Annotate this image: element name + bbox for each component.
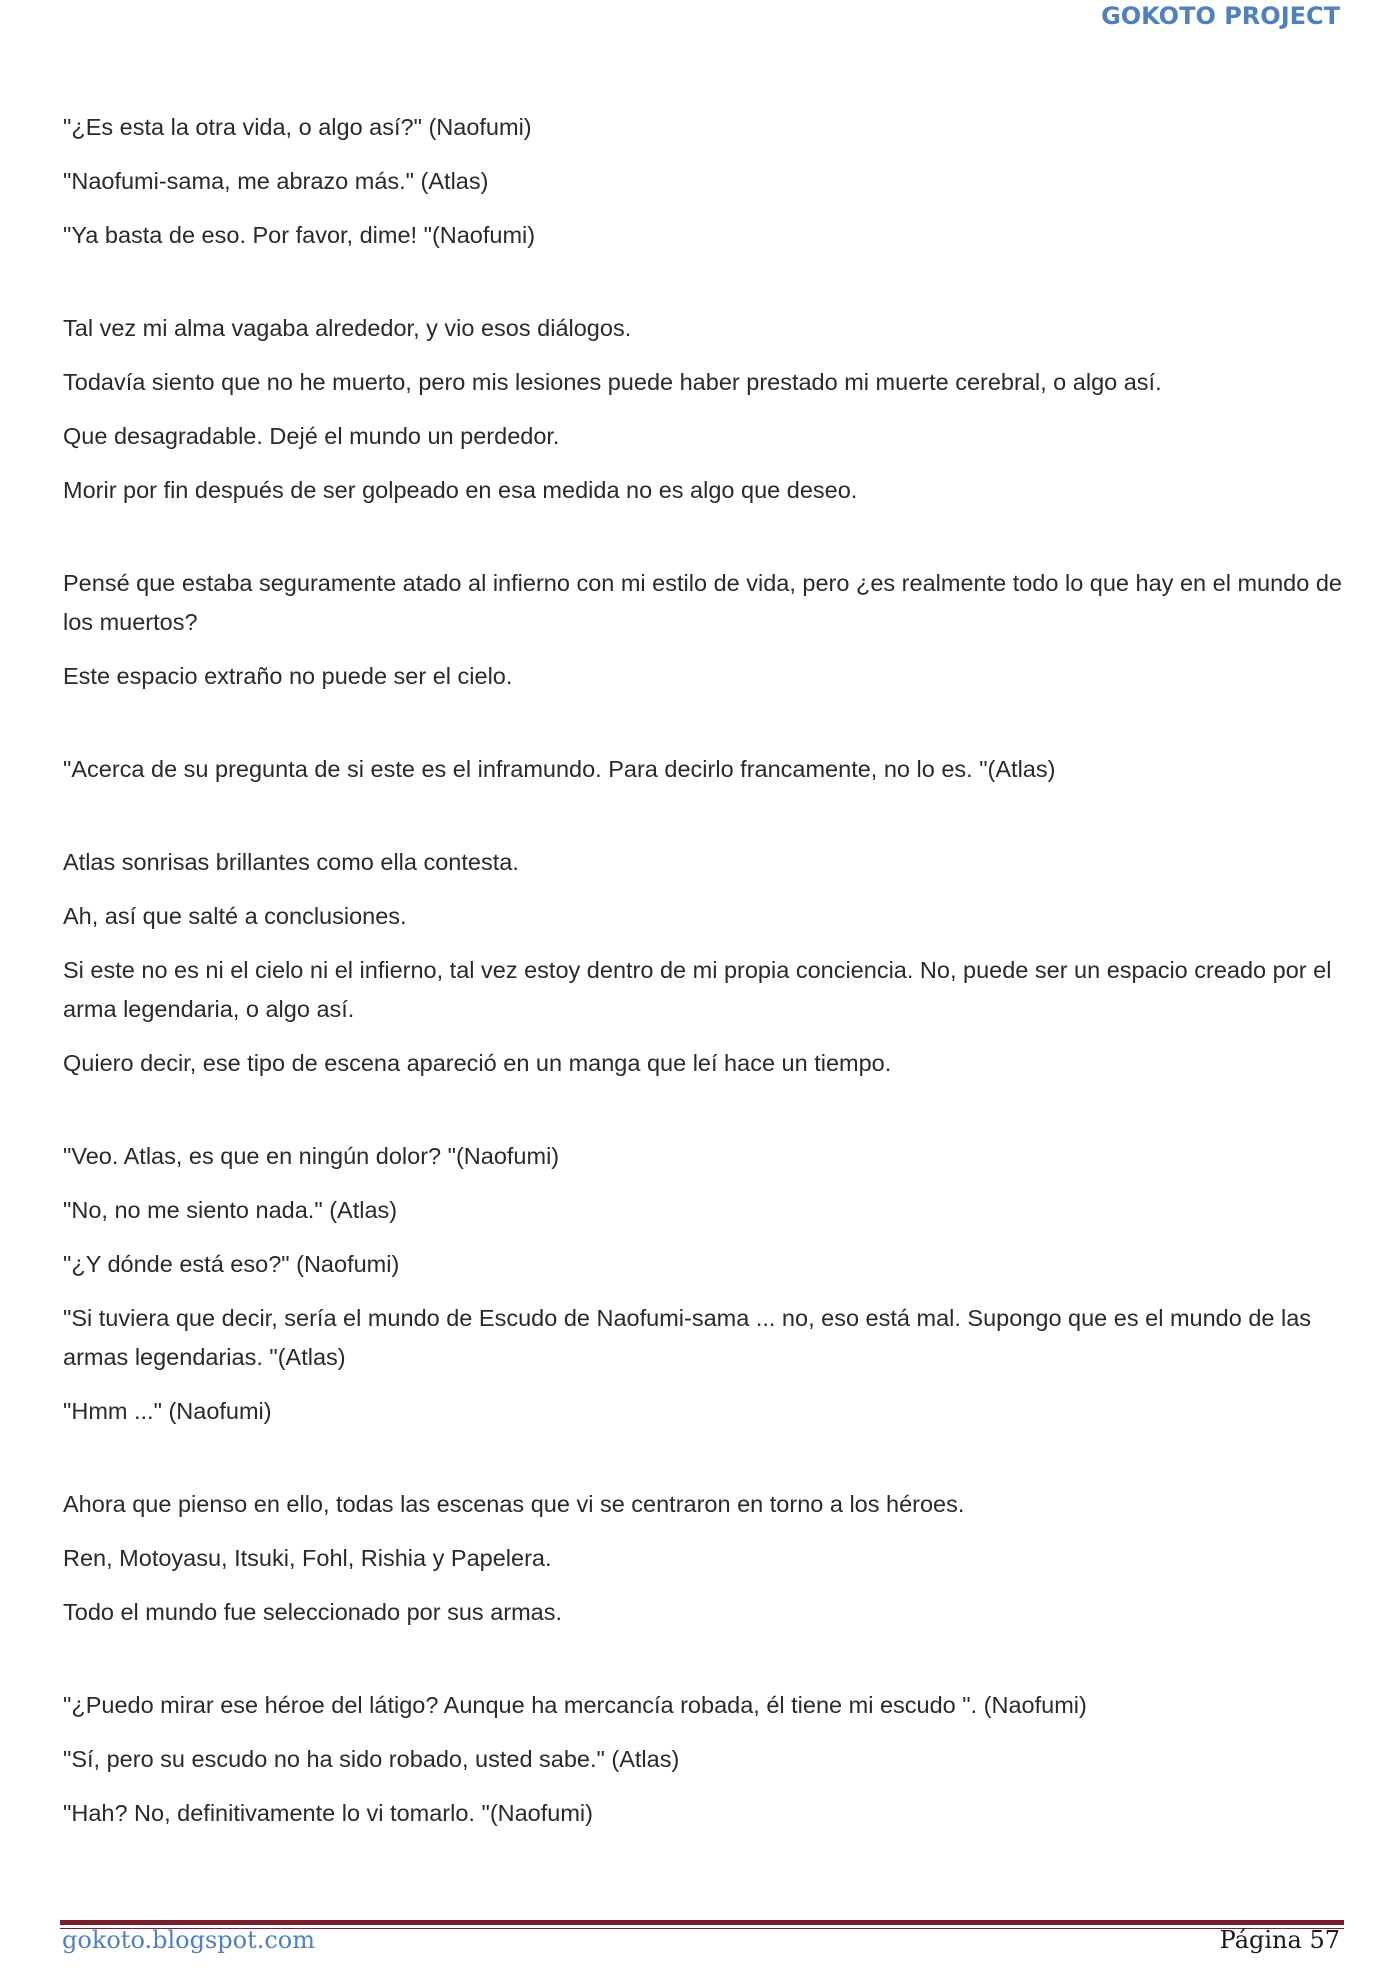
paragraph: Pensé que estaba seguramente atado al infierno con mi estilo de vida, pero ¿es realmente todo lo que hay en el mundo de los muertos? [63,570,1342,635]
document-body [63,108,1343,1833]
header-brand: GOKOTO PROJECT [1101,2,1340,30]
paragraph: Ren, Motoyasu, Itsuki, Fohl, Rishia y Papelera. [63,1545,552,1571]
paragraph: "Veo. Atlas, es que en ningún dolor? "(Naofumi) [63,1143,560,1169]
paragraph: Quiero decir, ese tipo de escena apareció en un manga que leí hace un tiempo. [63,1050,892,1076]
paragraph: Ahora que pienso en ello, todas las escenas que vi se centraron en torno a los héroes. [63,1491,965,1517]
paragraph: "¿Y dónde está eso?" (Naofumi) [63,1251,400,1277]
paragraph: "Acerca de su pregunta de si este es el inframundo. Para decirlo francamente, no lo es. "(Atlas) [63,756,1056,782]
paragraph: Todavía siento que no he muerto, pero mis lesiones puede haber prestado mi muerte cerebral, o algo así. [63,369,1162,395]
paragraph: "¿Es esta la otra vida, o algo así?" (Naofumi) [63,114,532,140]
paragraph: Que desagradable. Dejé el mundo un perdedor. [63,423,560,449]
paragraph: "Naofumi-sama, me abrazo más." (Atlas) [63,168,489,194]
paragraph: "No, no me siento nada." (Atlas) [63,1197,398,1223]
paragraph: Si este no es ni el cielo ni el infierno, tal vez estoy dentro de mi propia conciencia. No, puede ser un espacio creado por el arma legendaria, o algo así. [63,957,1332,1022]
paragraph: Atlas sonrisas brillantes como ella contesta. [63,849,519,875]
paragraph: Morir por fin después de ser golpeado en esa medida no es algo que deseo. [63,477,858,503]
paragraph: "Hmm ..." (Naofumi) [63,1398,272,1424]
paragraph: "Ya basta de eso. Por favor, dime! "(Naofumi) [63,222,536,248]
footer-website: gokoto.blogspot.com [62,1926,316,1954]
paragraph: Tal vez mi alma vagaba alrededor, y vio esos diálogos. [63,315,632,341]
paragraph: "Si tuviera que decir, sería el mundo de Escudo de Naofumi-sama ... no, eso está mal. Supongo que es el mundo de las armas legendarias. "(Atlas) [63,1305,1312,1370]
paragraph: Todo el mundo fue seleccionado por sus armas. [63,1599,563,1625]
paragraph: "Sí, pero su escudo no ha sido robado, usted sabe." (Atlas) [63,1746,680,1772]
paragraph: Este espacio extraño no puede ser el cielo. [63,663,513,689]
footer-page-number: Página 57 [1219,1926,1340,1954]
paragraph: "Hah? No, definitivamente lo vi tomarlo. "(Naofumi) [63,1800,593,1826]
paragraph: "¿Puedo mirar ese héroe del látigo? Aunque ha mercancía robada, él tiene mi escudo ". (Naofumi) [63,1692,1087,1718]
paragraph: Ah, así que salté a conclusiones. [63,903,407,929]
